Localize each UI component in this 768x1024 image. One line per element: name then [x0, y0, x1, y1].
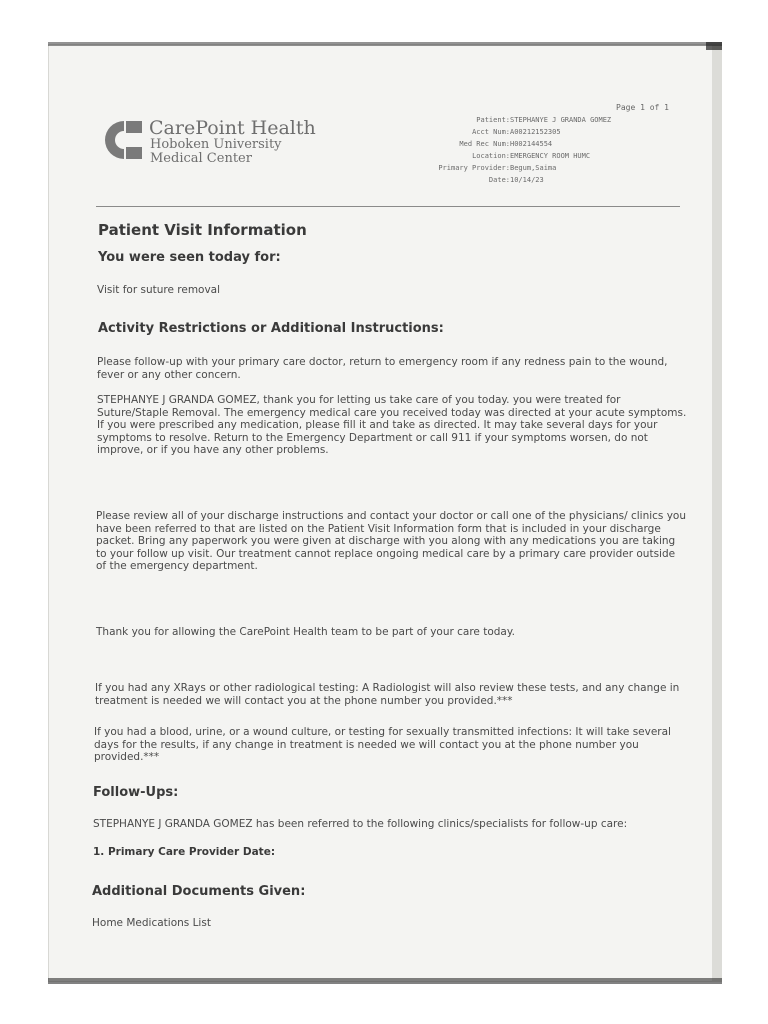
activity-paragraph-3: Please review all of your discharge instructions and contact your doctor or call one of the physicians/ clinics you have been referred to that are listed on the Patient Visit Information form that is included in your discharge packet. Bring any paperwork you were given at discharge with you along with any medications you are taking to your follow up visit. Our treatment cannot replace ongoing medical care by a primary care provider outside of the emergency department. [96, 510, 687, 573]
patient-info-label: Med Rec Num: [459, 140, 510, 148]
activity-heading: Activity Restrictions or Additional Instructions: [98, 321, 444, 336]
seen-for-heading: You were seen today for: [98, 250, 281, 265]
activity-paragraph-1: Please follow-up with your primary care doctor, return to emergency room if any redness pain to the wound, fever or any other concern. [97, 356, 668, 381]
carepoint-logo-icon [104, 119, 144, 161]
page-corner-mark [706, 42, 722, 50]
patient-info-label: Patient: [476, 116, 510, 124]
page-top-edge [48, 42, 722, 46]
patient-info-label: Primary Provider: [438, 164, 510, 172]
followups-item-1: 1. Primary Care Provider Date: [93, 846, 276, 858]
page-bottom-edge [48, 978, 722, 984]
page-number: Page 1 of 1 [616, 103, 669, 112]
additional-docs-text: Home Medications List [92, 917, 211, 929]
page-edge-shadow [712, 44, 722, 982]
seen-for-text: Visit for suture removal [97, 284, 221, 296]
activity-paragraph-6: If you had a blood, urine, or a wound culture, or testing for sexually transmitted infections: It will take several days for the results, if any change in treatment is needed we will contact you at the phone number you provided.*** [94, 726, 671, 764]
activity-paragraph-2: STEPHANYE J GRANDA GOMEZ, thank you for letting us take care of you today. you were treated for Suture/Staple Removal. The emergency medical care you received today was directed at your acute symptoms. If you were prescribed any medication, please fill it and take as directed. It may take several days for your symptoms to resolve. Return to the Emergency Department or call 911 if your symptoms worsen, do not improve, or if you have any other problems. [97, 394, 687, 457]
header-divider [96, 206, 680, 207]
logo-line-1: Hoboken University [150, 137, 282, 152]
page-title: Patient Visit Information [98, 221, 307, 239]
logo-name: CarePoint Health [149, 117, 316, 139]
patient-info-value: H002144554 [510, 140, 553, 148]
patient-info-value: Begum,Saima [510, 164, 557, 172]
patient-info-value: A00212152305 [510, 128, 561, 136]
followups-text: STEPHANYE J GRANDA GOMEZ has been referred to the following clinics/specialists for follow-up care: [93, 818, 628, 830]
activity-paragraph-4: Thank you for allowing the CarePoint Health team to be part of your care today. [96, 626, 515, 638]
followups-heading: Follow-Ups: [93, 785, 179, 800]
patient-info-value: 10/14/23 [510, 176, 544, 184]
patient-info-label: Date: [488, 176, 510, 184]
patient-info-value: EMERGENCY ROOM HUMC [510, 152, 591, 160]
additional-docs-heading: Additional Documents Given: [92, 884, 306, 899]
logo-line-2: Medical Center [150, 151, 252, 166]
patient-info-label: Acct Num: [472, 128, 510, 136]
activity-paragraph-5: If you had any XRays or other radiological testing: A Radiologist will also review these tests, and any change in treatment is needed we will contact you at the phone number you provided.*** [95, 682, 680, 707]
patient-info-label: Location: [472, 152, 510, 160]
patient-info-value: STEPHANYE J GRANDA GOMEZ [510, 116, 612, 124]
